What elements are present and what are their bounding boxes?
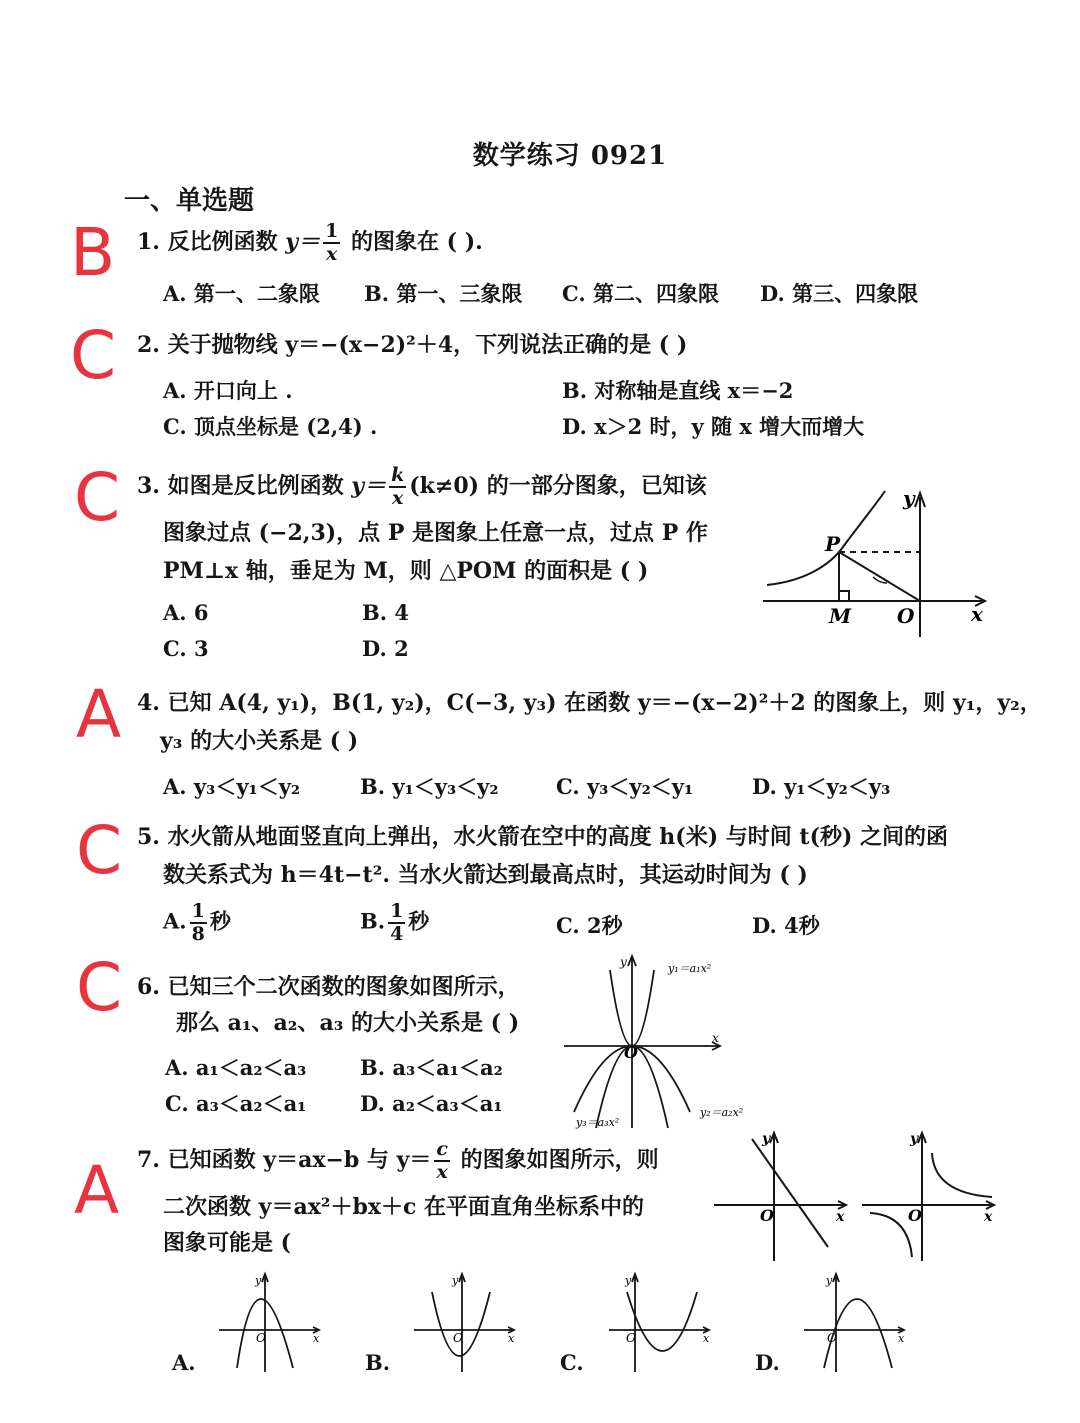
q4-stem-line1: 4. 已知 A(4, y₁)，B(1, y₂)，C(−3, y₃) 在函数 y＝−(x−2)²＋2 的图象上，则 y₁，y₂， — [137, 690, 1042, 716]
q5-stem-line1: 5. 水火箭从地面竖直向上弹出，水火箭在空中的高度 h(米) 与时间 t(秒) 之间的函 — [137, 824, 949, 850]
q7-hyperbola-graph-x: x — [984, 1209, 993, 1225]
q2-option-b: B. 对称轴是直线 x＝−2 — [562, 378, 794, 403]
q1-option-b: B. 第一、三象限 — [364, 281, 523, 306]
q2-option-c: C. 顶点坐标是 (2,4) . — [163, 414, 378, 439]
q7-choice-b-label: B. — [365, 1350, 391, 1375]
q7-choice-b-graph — [410, 1270, 520, 1375]
q3-option-c: C. 3 — [163, 636, 209, 661]
q7-choice-d-x: x — [898, 1332, 905, 1345]
q7-choice-b-x: x — [508, 1332, 515, 1345]
q3-option-a: A. 6 — [163, 600, 209, 625]
q7-choice-b-y: y — [452, 1274, 459, 1287]
q7-choice-d-label: D. — [755, 1350, 780, 1375]
q7-stem-line3: 图象可能是 ( — [163, 1230, 292, 1256]
answer-q4: A — [76, 676, 122, 753]
q6-option-b: B. a₃＜a₁＜a₂ — [360, 1055, 503, 1080]
q7-choice-d-y: y — [826, 1274, 833, 1287]
q5-stem-line2: 数关系式为 h＝4t−t². 当水火箭达到最高点时，其运动时间为 ( ) — [163, 862, 808, 888]
q3-stem-line2: 图象过点 (−2,3)，点 P 是图象上任意一点，过点 P 作 — [163, 520, 708, 546]
q3-fig-y-label: y — [903, 486, 915, 510]
q6-fig-o-label: O — [624, 1043, 638, 1062]
q2-option-a: A. 开口向上 . — [163, 378, 293, 403]
answer-q6: C — [76, 949, 123, 1026]
q7-line-graph-o: O — [760, 1206, 774, 1225]
q7-choice-c-graph — [605, 1270, 715, 1375]
q5-option-d: D. 4秒 — [752, 913, 820, 938]
answer-q5: C — [76, 812, 123, 889]
q6-fig-y1-label: y₁＝a₁x² — [668, 962, 712, 975]
q7-choice-c-y: y — [625, 1274, 632, 1287]
q3-fig-x-label: x — [971, 602, 983, 626]
q2-option-d: D. x＞2 时，y 随 x 增大而增大 — [562, 414, 865, 439]
q1-option-d: D. 第三、四象限 — [760, 281, 919, 306]
q7-choice-b-o: O — [453, 1331, 463, 1345]
q3-fig-m-label: M — [829, 604, 852, 628]
q6-fig-y-label: y — [620, 955, 627, 969]
q7-line-graph-x: x — [836, 1209, 845, 1225]
q4-stem-line2: y₃ 的大小关系是 ( ) — [160, 728, 359, 754]
q5-option-a: A. $\frac{1}{8}$ 秒 — [163, 900, 231, 945]
q7-stem-line2: 二次函数 y＝ax²＋bx＋c 在平面直角坐标系中的 — [163, 1194, 645, 1220]
q1-stem: 1. 反比例函数 y＝ $\frac{1}{x}$ 的图象在 ( ). — [137, 220, 483, 265]
q7-choice-a-o: O — [256, 1331, 266, 1345]
answer-q7: A — [74, 1152, 120, 1229]
answer-q2: C — [70, 317, 117, 394]
q3-option-d: D. 2 — [362, 636, 409, 661]
q7-choice-a-label: A. — [172, 1350, 196, 1375]
q6-fig-y3-label: y₃＝a₃x² — [576, 1116, 620, 1129]
q6-option-c: C. a₃＜a₂＜a₁ — [165, 1091, 307, 1116]
q6-option-d: D. a₂＜a₃＜a₁ — [360, 1091, 503, 1116]
q7-choice-a-graph — [215, 1270, 325, 1375]
q6-option-a: A. a₁＜a₂＜a₃ — [165, 1055, 307, 1080]
page-title: 数学练习 0921 — [472, 141, 668, 171]
q4-option-d: D. y₁＜y₂＜y₃ — [752, 774, 891, 799]
q3-option-b: B. 4 — [362, 600, 409, 625]
q5-option-c: C. 2秒 — [556, 913, 623, 938]
q6-stem-line2: 那么 a₁、a₂、a₃ 的大小关系是 ( ) — [176, 1010, 520, 1036]
q4-option-b: B. y₁＜y₃＜y₂ — [360, 774, 499, 799]
q7-line-graph-y: y — [762, 1131, 771, 1147]
q7-stem-line1: 7. 已知函数 y＝ax−b 与 y＝ $\frac{c}{x}$ 的图象如图所示，则 — [137, 1138, 659, 1183]
q6-fig-x-label: x — [712, 1031, 719, 1045]
answer-q3: C — [74, 459, 121, 536]
q7-choice-d-graph — [800, 1270, 910, 1375]
q6-parabolas-figure — [560, 950, 780, 1130]
q3-fig-o-label: O — [897, 604, 915, 628]
q6-fig-y2-label: y₂＝a₂x² — [700, 1106, 744, 1119]
q7-choice-d-o: O — [827, 1331, 837, 1345]
q6-stem-line1: 6. 已知三个二次函数的图象如图所示， — [137, 974, 520, 1000]
q7-choice-c-label: C. — [560, 1350, 584, 1375]
q7-line-graph — [712, 1125, 852, 1265]
q3-fig-p-label: P — [825, 532, 841, 556]
q7-choice-c-x: x — [703, 1332, 710, 1345]
answer-q1: B — [70, 214, 116, 291]
q7-choice-c-o: O — [626, 1331, 636, 1345]
q3-stem-line3: PM⊥x 轴，垂足为 M，则 △POM 的面积是 ( ) — [163, 558, 649, 584]
q3-hyperbola-figure — [755, 485, 995, 645]
q5-option-b: B. $\frac{1}{4}$ 秒 — [360, 900, 430, 945]
q1-option-c: C. 第二、四象限 — [562, 281, 719, 306]
q7-choice-a-x: x — [313, 1332, 320, 1345]
q4-option-a: A. y₃＜y₁＜y₂ — [163, 774, 301, 799]
q3-stem-line1: 3. 如图是反比例函数 y＝ $\frac{k}{x}$ (k≠0) 的一部分图象，已知该 — [137, 464, 707, 509]
q2-stem: 2. 关于抛物线 y＝−(x−2)²＋4，下列说法正确的是 ( ) — [137, 332, 688, 358]
q4-option-c: C. y₃＜y₂＜y₁ — [556, 774, 694, 799]
q7-hyperbola-graph — [860, 1125, 1000, 1265]
section-heading: 一、单选题 — [124, 186, 255, 216]
q7-hyperbola-graph-y: y — [910, 1131, 919, 1147]
q7-choice-a-y: y — [255, 1274, 262, 1287]
q7-hyperbola-graph-o: O — [908, 1206, 922, 1225]
q1-option-a: A. 第一、二象限 — [163, 281, 320, 306]
